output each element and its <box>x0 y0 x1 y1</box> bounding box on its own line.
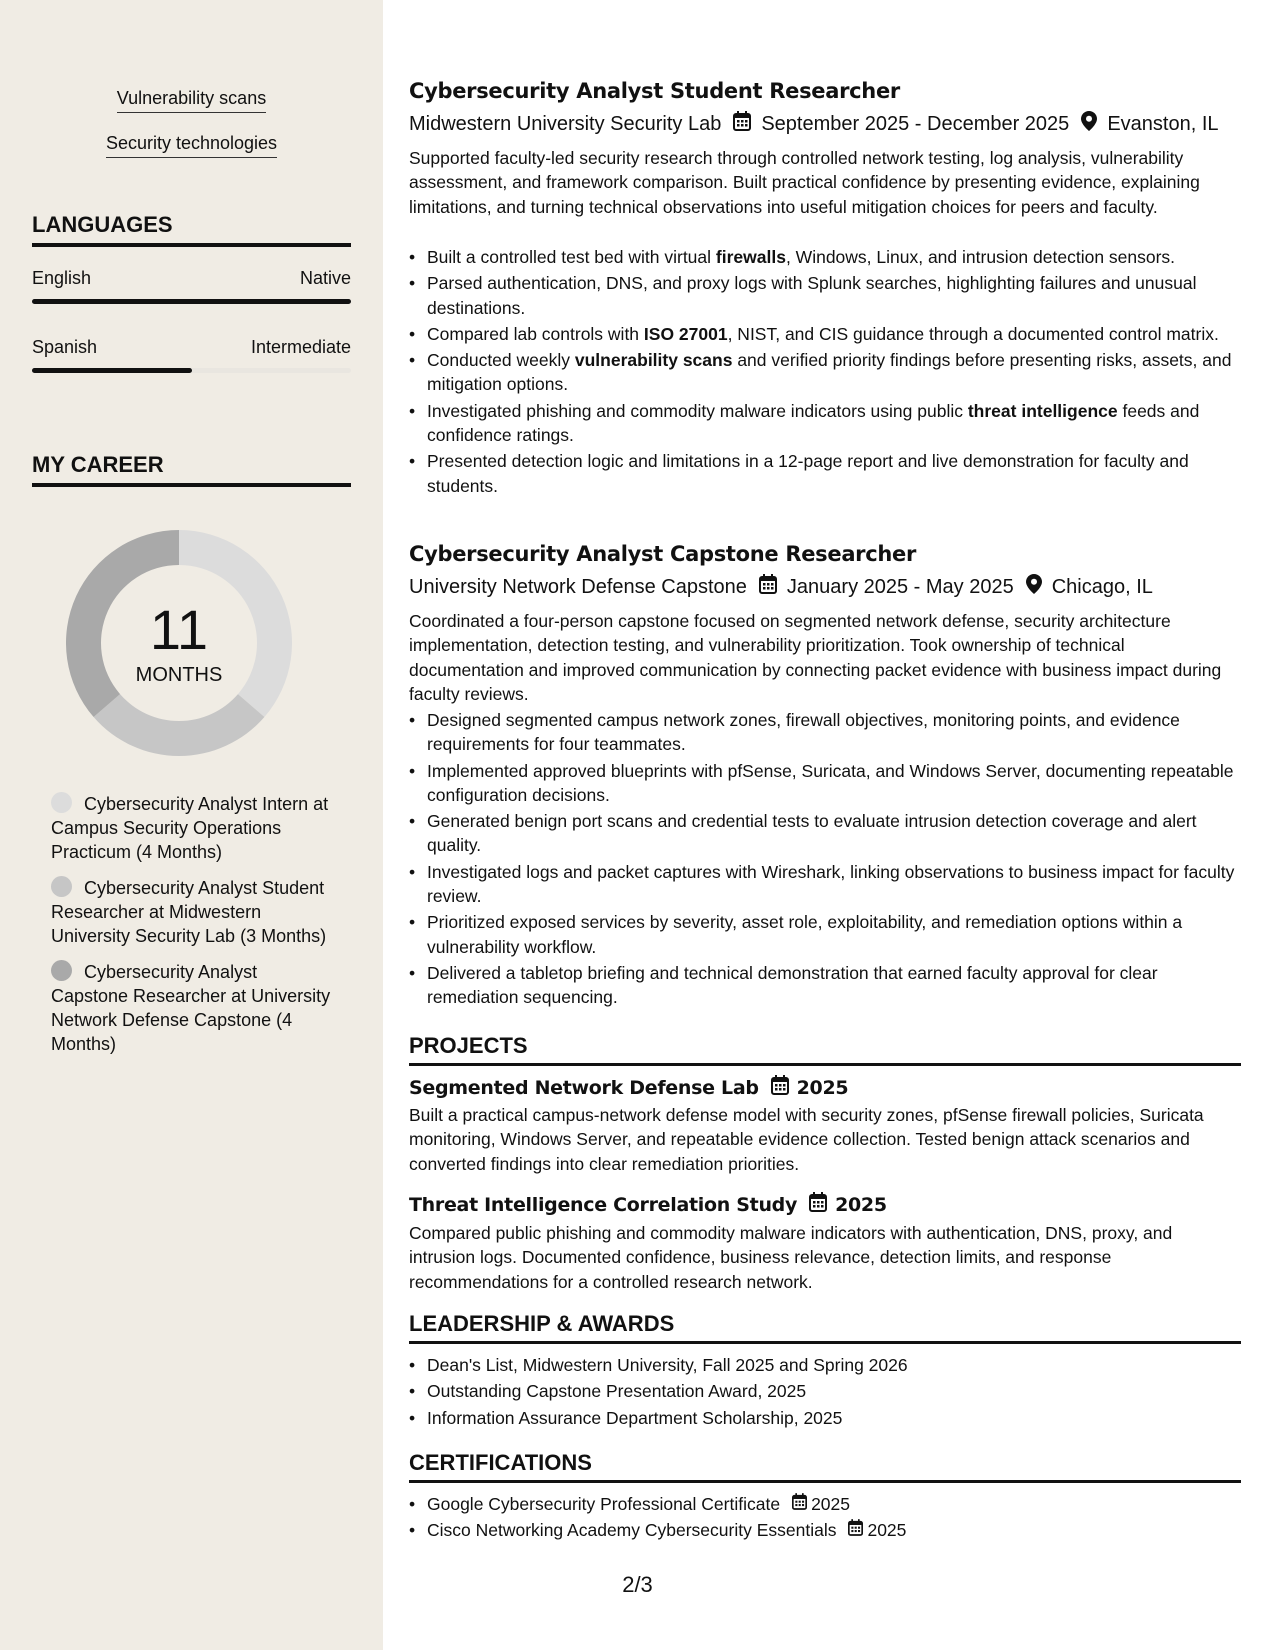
career-legend-text: Cybersecurity Analyst Capstone Researcher at University Network Defense Capstone (4 Months) <box>51 962 331 1054</box>
job-bullets <box>409 708 1241 1012</box>
job-location: Evanston, IL <box>1107 112 1219 135</box>
calendar-icon <box>771 1075 789 1100</box>
certification-name: • Cisco Networking Academy Cybersecurity Essentials <box>427 1520 837 1541</box>
language-name: English <box>32 268 92 288</box>
certification-year: 2025 <box>867 1520 907 1541</box>
list-item <box>409 1518 1241 1542</box>
leadership-heading: LEADERSHIP & AWARDS <box>409 1311 1241 1344</box>
bullet-text: , NIST, and CIS guidance through a documented control matrix. <box>727 323 1219 344</box>
language-bar-fill <box>32 368 192 373</box>
bullet-text: feeds and confidence ratings. <box>427 400 1200 446</box>
bullet-text: and verified priority findings before presenting risks, assets, and mitigation options. <box>427 350 1232 395</box>
job-title: Cybersecurity Analyst Student Researcher <box>409 79 900 103</box>
project-title <box>409 1192 887 1217</box>
bullet-text: Built a controlled test bed with virtual <box>427 247 716 267</box>
bullet-item <box>409 708 1241 757</box>
bullet-item <box>409 348 1241 397</box>
bullet-keyword: vulnerability scans <box>574 350 733 371</box>
bullet-item <box>409 449 1241 498</box>
bullet-keyword: firewalls <box>715 247 786 267</box>
project-name: Segmented Network Defense Lab <box>409 1076 759 1099</box>
sidebar <box>0 0 383 1650</box>
calendar-icon <box>733 111 751 137</box>
career-legend-text: Cybersecurity Analyst Student Researcher at Midwestern University Security Lab (3 Months) <box>51 878 327 946</box>
project-description: Compared public phishing and commodity malware indicators with authentication, DNS, proxy, and intrusion logs. Documented confidence, business relevance, detection limits, and response recommendations for a controlled research network. <box>409 1223 1173 1292</box>
skill-item <box>0 88 383 113</box>
language-bar <box>32 368 351 373</box>
job-bullets <box>409 245 1241 500</box>
bullet-text: Prioritized exposed services by severity, asset role, exploitability, and remediation options within a vulnerability workflow. <box>427 912 1183 957</box>
job-location: Chicago, IL <box>1051 575 1153 598</box>
skill-item <box>0 133 383 158</box>
bullet-item <box>409 809 1241 858</box>
language-bar <box>32 299 351 304</box>
certifications-list <box>409 1492 1241 1545</box>
bullet-text: Investigated logs and packet captures with Wireshark, linking observations to business impact for faculty review. <box>427 861 1235 907</box>
career-legend-item <box>51 960 331 1056</box>
list-item: • Dean's List, Midwestern University, Fall 2025 and Spring 2026 <box>409 1353 1241 1377</box>
bullet-keyword: ISO 27001 <box>643 323 728 344</box>
project-title <box>409 1075 848 1100</box>
bullet-keyword: threat intelligence <box>967 400 1118 421</box>
job-title: Cybersecurity Analyst Capstone Researcher <box>409 542 917 566</box>
bullet-item <box>409 271 1241 320</box>
bullet-item <box>409 399 1241 448</box>
leadership-list <box>409 1353 1241 1432</box>
bullet-text: Compared lab controls with <box>427 323 644 344</box>
list-item: • Information Assurance Department Scholarship, 2025 <box>409 1406 1241 1430</box>
bullet-item <box>409 860 1241 909</box>
language-name: Spanish <box>32 337 98 357</box>
job-dates: September 2025 - December 2025 <box>761 112 1070 135</box>
bullet-text: Designed segmented campus network zones, firewall objectives, monitoring points, and evidence requirements for four teammates. <box>427 710 1180 755</box>
languages-heading: LANGUAGES <box>32 212 351 247</box>
calendar-icon <box>792 1492 807 1516</box>
bullet-item <box>409 245 1241 269</box>
job-org: Midwestern University Security Lab <box>409 112 722 135</box>
bullet-text: Presented detection logic and limitations in a 12-page report and live demonstration for faculty and students. <box>427 451 1189 496</box>
project-description: Built a practical campus-network defense model with security zones, pfSense firewall policies, Suricata monitoring, Windows Server, and repeatable evidence collection. Tested benign attack scenarios and converted findings into clear remediation priorities. <box>409 1105 1204 1174</box>
job-dates: January 2025 - May 2025 <box>786 575 1014 598</box>
bullet-text: Conducted weekly <box>427 350 575 371</box>
main-content <box>409 0 1241 1650</box>
page-number: 2/3 <box>622 1572 653 1597</box>
bullet-text: Implemented approved blueprints with pfSense, Suricata, and Windows Server, documenting repeatable configuration decisions. <box>427 760 1234 805</box>
job-summary: Coordinated a four-person capstone focused on segmented network defense, security architecture implementation, detection testing, and vulnerability prioritization. Took ownership of technical documentation and improved communication by connecting packet evidence with business impact during faculty reviews. <box>409 611 1222 704</box>
project-name: Threat Intelligence Correlation Study <box>409 1193 798 1216</box>
projects-heading: PROJECTS <box>409 1033 1241 1066</box>
calendar-icon <box>809 1192 827 1217</box>
job-meta <box>409 111 1219 137</box>
language-bar-fill <box>32 299 351 304</box>
calendar-icon <box>848 1518 863 1542</box>
bullet-text: Generated benign port scans and credential tests to evaluate intrusion detection coverage and alert quality. <box>427 811 1197 856</box>
bullet-item <box>409 759 1241 808</box>
list-item: • Outstanding Capstone Presentation Award, 2025 <box>409 1379 1241 1403</box>
bullet-item <box>409 322 1241 346</box>
legend-dot-icon <box>51 792 72 813</box>
certifications-heading: CERTIFICATIONS <box>409 1450 1241 1483</box>
calendar-icon <box>759 574 777 600</box>
project-year: 2025 <box>835 1193 887 1216</box>
career-legend-text: Cybersecurity Analyst Intern at Campus Security Operations Practicum (4 Months) <box>51 794 329 862</box>
legend-dot-icon <box>51 876 72 897</box>
career-legend-item <box>51 792 331 864</box>
legend-dot-icon <box>51 960 72 981</box>
language-level: Native <box>299 268 351 288</box>
map-pin-icon <box>1026 574 1042 600</box>
bullet-text: Delivered a tabletop briefing and technical demonstration that earned faculty approval for clear remediation sequencing. <box>427 962 1158 1008</box>
donut-segment <box>94 694 265 756</box>
job-org: University Network Defense Capstone <box>409 575 747 598</box>
career-total-unit: MONTHS <box>135 664 223 686</box>
career-legend <box>51 792 331 1068</box>
career-legend-item <box>51 876 331 948</box>
certification-name: • Google Cybersecurity Professional Certificate <box>427 1494 781 1514</box>
career-total-months: 11 <box>149 598 209 661</box>
map-pin-icon <box>1081 111 1097 137</box>
language-level: Intermediate <box>250 337 351 357</box>
job-summary: Supported faculty-led security research through controlled network testing, log analysis, vulnerability assessment, and framework comparison. Built practical confidence by presenting evidence, explaining limitations, and turning technical observations into useful mitigation choices for peers and faculty. <box>409 148 1200 217</box>
bullet-text: Investigated phishing and commodity malware indicators using public <box>427 400 968 421</box>
language-row <box>32 268 351 289</box>
bullet-text: Parsed authentication, DNS, and proxy logs with Splunk searches, highlighting failures and unusual destinations. <box>427 273 1197 318</box>
career-heading: MY CAREER <box>32 452 351 487</box>
bullet-item <box>409 961 1241 1010</box>
skill-label: Vulnerability scans <box>117 88 266 113</box>
language-row <box>32 337 351 358</box>
certification-year: 2025 <box>811 1494 851 1514</box>
bullet-item <box>409 910 1241 959</box>
skill-label: Security technologies <box>106 133 277 158</box>
project-year: 2025 <box>796 1076 849 1099</box>
job-meta <box>409 574 1153 600</box>
bullet-text: , Windows, Linux, and intrusion detection sensors. <box>785 247 1176 267</box>
list-item <box>409 1492 1241 1516</box>
